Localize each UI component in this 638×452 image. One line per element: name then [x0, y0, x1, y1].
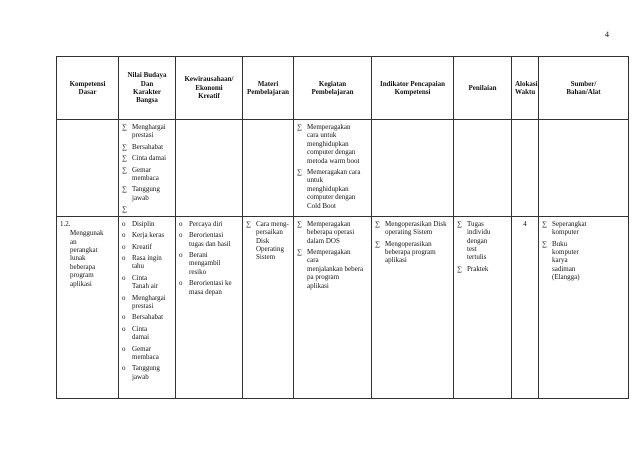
- cell-alokasi: [512, 120, 539, 217]
- list-item: o Percaya diri: [179, 219, 223, 228]
- cell-indikator: [372, 120, 454, 217]
- header-kewirausahaan: Kewirausahaan/ Ekonomi Kreatif: [176, 57, 243, 120]
- table-row: [57, 120, 629, 217]
- list-item: o Berorientasi ke masa depan: [179, 279, 232, 296]
- list-item: o Gemar membaca: [122, 344, 159, 361]
- cell-penilaian: [454, 120, 512, 217]
- list-item: ∑ Memperagakan cara untuk menghidupkan computer dengan metoda warm boot: [297, 123, 360, 165]
- cell-materi: [243, 216, 294, 398]
- cell-kegiatan: [294, 120, 372, 217]
- header-penilaian: Penilaian: [454, 57, 512, 120]
- cell-materi: [243, 120, 294, 217]
- cell-kompetensi: [57, 120, 119, 217]
- header-row: [57, 57, 629, 120]
- list-item: o Rasa ingin tahu: [122, 254, 162, 271]
- list-item: ∑ Memperagakan beberapa operasi dalam DOS: [297, 219, 355, 245]
- list-item: o Cinta Tanah air: [122, 273, 159, 291]
- list-item: o Berorientasi tugas dan hasil: [179, 231, 231, 248]
- header-materi: Materi Pembelajaran: [243, 57, 294, 120]
- list-item: o Cinta damai: [122, 324, 150, 342]
- list-item: o Bersahabat: [122, 313, 164, 322]
- list-item: ∑ Menghargai prestasi: [122, 123, 166, 140]
- list-item: ∑ Mengoperasikan Disk operating Sistem: [375, 219, 447, 237]
- cell-sumber: [539, 120, 629, 217]
- list-item: o Kerja keras: [122, 231, 165, 240]
- header-nilai-budaya: Nilai Budaya Dan Karakter Bangsa: [119, 57, 176, 120]
- header-kompetensi-dasar: Kompetensi Dasar: [57, 57, 119, 120]
- page-number: 4: [605, 30, 609, 39]
- list-item: o Kreatif: [122, 242, 152, 251]
- alokasi-value: 4: [523, 219, 527, 228]
- list-item: ∑ Tugas individu dengan test tertulis: [457, 219, 491, 262]
- list-item: ∑ Buku komputer karya sadiman (Elangga): [542, 239, 580, 282]
- list-item: ∑ Memeragakan cara untuk menghidupkan computer dengan Cold Boot: [297, 167, 361, 210]
- cell-sumber: [539, 216, 629, 398]
- list-item: ∑ Gemar membaca: [122, 165, 159, 182]
- list-item: ∑ Seperangkat komputer: [542, 219, 587, 237]
- list-item: ∑ Praktek: [457, 264, 489, 273]
- kd-title: Menggunak an perangkat lunak beberapa program aplikasi: [70, 229, 104, 288]
- table-row: [57, 216, 629, 398]
- list-item: o Disiplin: [122, 219, 155, 228]
- cell-nilai: [119, 216, 176, 398]
- cell-nilai: ∑ Menghargai prestasi ∑ Bersahabat ∑ Cinta damai ∑ Gemar membaca ∑ Tanggung jawab ∑: [119, 120, 176, 217]
- cell-kompetensi: [57, 216, 119, 398]
- cell-kewirausahaan: [176, 216, 243, 398]
- header-alokasi: Alokasi Waktu: [512, 57, 539, 120]
- list-item: ∑ Tanggung jawab: [122, 185, 160, 202]
- list-item: ∑ Bersahabat: [122, 142, 164, 151]
- syllabus-table: [56, 56, 629, 399]
- header-kegiatan: Kegiatan Pembelajaran: [294, 57, 372, 120]
- list-item: ∑ Cara meng- persaikan Disk Operating Sistem: [246, 219, 289, 262]
- cell-alokasi: [512, 216, 539, 398]
- list-item: ∑ Cinta damai: [122, 154, 167, 163]
- cell-penilaian: [454, 216, 512, 398]
- list-item: o Menghargai prestasi: [122, 293, 166, 311]
- header-indikator: Indikator Pencapaian Kompetensi: [372, 57, 454, 120]
- list-item: ∑ Memperagakan cara menjalankan bebera pa program aplikasi: [297, 248, 364, 290]
- list-item: o Berani mengambil resiko: [179, 251, 221, 276]
- cell-kegiatan: [294, 216, 372, 398]
- list-item: ∑ Mengoperasikan beberapa program aplikasi: [375, 239, 436, 265]
- kd-code: 1.2.: [60, 219, 71, 228]
- cell-kewirausahaan: [176, 120, 243, 217]
- header-sumber: Sumber/ Bahan/Alat: [539, 57, 629, 120]
- cell-indikator: [372, 216, 454, 398]
- list-item: o Tanggung jawab: [122, 364, 160, 381]
